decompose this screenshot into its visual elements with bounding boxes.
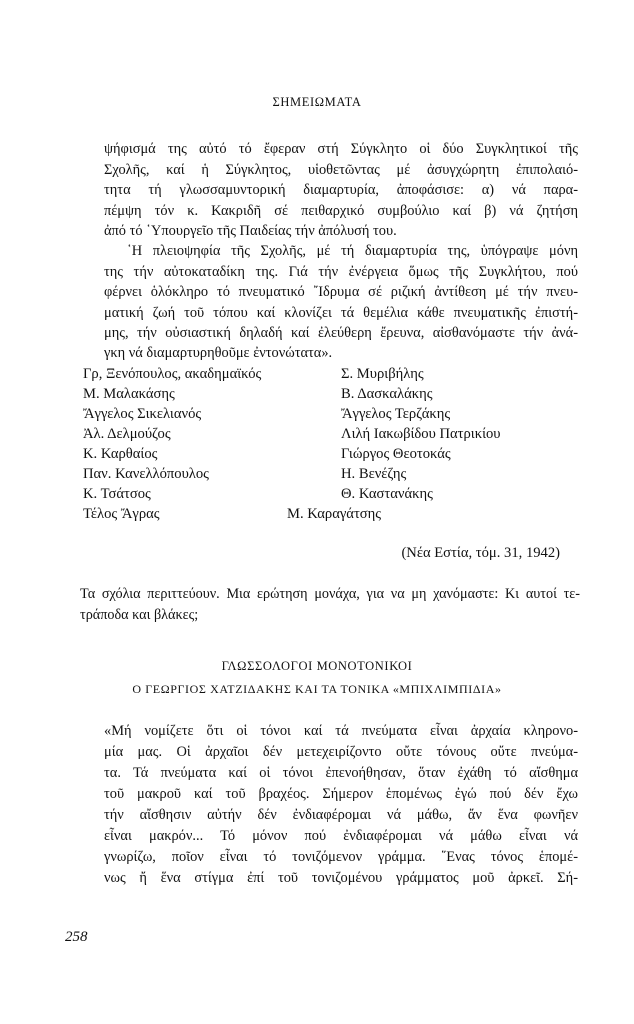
section-title: ΓΛΩΣΣΟΛΟΓΟΙ ΜΟΝΟΤΟΝΙΚΟΙ bbox=[221, 659, 413, 673]
text-line: της τήν αὐτοκαταδίκη της. Γιά τήν ἐνέργεια ὅμως τῆς Συγκλήτου, πού bbox=[104, 264, 578, 280]
signatory: Μ. Καραγάτσης bbox=[287, 506, 382, 522]
text-line: νως ἤ ἕνα στίγμα ἐπί τοῦ τονιζομένου γράμματος μοῦ ἀρκεῖ. Σή- bbox=[104, 870, 578, 886]
signatory: Ἀλ. Δελμούζος bbox=[83, 426, 171, 442]
text-line: τράποδα και βλάκες; bbox=[80, 607, 199, 623]
text-line: Σχολῆς, καί ἡ Σύγκλητος, υἱοθετῶντας μέ ἀσυγχώρητη ἐπιπολαιό- bbox=[104, 162, 578, 178]
signatory: Ἄγγελος Σικελιανός bbox=[83, 406, 202, 422]
signatory: Παν. Κανελλόπουλος bbox=[83, 466, 209, 482]
text-line: ἀπό τό ῾Υπουργεῖο τῆς Παιδείας τήν ἀπόλυσή του. bbox=[104, 223, 397, 239]
signatory: Μ. Μαλακάσης bbox=[83, 386, 175, 402]
text-line: μία μας. Οἱ ἀρχαῖοι δέν μετεχειρίζοντο οὔτε τόνους οὔτε πνεύμα- bbox=[104, 744, 578, 760]
text-line: γνωρίζω, ποῖον εἶναι τό τονιζόμενον γράμμα. ῞Ενας τόνος ἑπομέ- bbox=[104, 849, 578, 865]
signatory: Σ. Μυριβήλης bbox=[341, 366, 424, 382]
text-line: φέρνει ὁλόκληρο τό πνευματικό ῎Ιδρυμα σέ ριζική ἀντίθεση μέ τήν πνευ- bbox=[104, 284, 578, 300]
text-line: ῾Η πλειοψηφία τῆς Σχολῆς, μέ τή διαμαρτυρία της, ὑπόγραψε μόνη bbox=[127, 243, 578, 259]
signatory: Ἄγγελος Τερζάκης bbox=[341, 406, 451, 422]
text-line: πέμψη τόν κ. Κακριδῆ σέ πειθαρχικό συμβούλιο καί β) νά ζητήση bbox=[104, 203, 578, 219]
text-line: μης, τήν οὐσιαστική δηλαδή καί ἐλεύθερη ἔρευνα, αἰσθανόμαστε τήν ἀνά- bbox=[104, 325, 578, 341]
page-number: 258 bbox=[65, 929, 88, 945]
signatory: Θ. Καστανάκης bbox=[341, 486, 433, 502]
signatory: Β. Δασκαλάκης bbox=[341, 386, 433, 402]
text-line: τοῦ μακροῦ καί τοῦ βραχέος. Σήμερον ἑπομένως ἐγώ πού δέν ἔχω bbox=[104, 786, 578, 802]
signatory: Η. Βενέζης bbox=[341, 466, 407, 482]
citation: (Νέα Εστία, τόμ. 31, 1942) bbox=[401, 545, 560, 561]
text-line: εἶναι μακρόν... Τό μόνον πού ἐνδιαφέρομαι νά μάθω εἶναι νά bbox=[104, 828, 578, 844]
section-subtitle: Ο ΓΕΩΡΓΙΟΣ ΧΑΤΖΙΔΑΚΗΣ ΚΑΙ ΤΑ ΤΟΝΙΚΑ «ΜΠΙΧΛΙΜΠΙΔΙΑ» bbox=[132, 682, 502, 696]
signatory: Κ. Τσάτσος bbox=[83, 486, 151, 502]
text-line: τα. Τά πνεύματα καί οἱ τόνοι ἐπενοήθησαν, ὅταν ἐχάθη τό αἴσθημα bbox=[104, 765, 578, 781]
text-line: Τα σχόλια περιττεύουν. Μια ερώτηση μονάχα, για να μη χανόμαστε: Κι αυτοί τε- bbox=[80, 586, 580, 602]
signatory: Τέλος Ἄγρας bbox=[83, 506, 160, 522]
running-header: ΣΗΜΕΙΩΜΑΤΑ bbox=[272, 95, 362, 109]
signatory: Κ. Καρθαίος bbox=[83, 446, 158, 462]
text-line: γκη νά διαμαρτυρηθοῦμε ἐντονώτατα». bbox=[104, 345, 333, 361]
text-line: ματική ζωή τοῦ τόπου καί κλονίζει τά θεμέλια κάθε πνευματικῆς ἐπιστή- bbox=[104, 305, 578, 321]
text-line: τητα τή γλωσσαμυντορική διαμαρτυρία, ἀποφάσισε: α) νά παρα- bbox=[104, 182, 578, 198]
signatory: Λιλή Ιακωβίδου Πατρικίου bbox=[341, 426, 501, 442]
text-line: «Μή νομίζετε ὅτι οἱ τόνοι καί τά πνεύματα εἶναι ἀρχαία κληρονο- bbox=[104, 723, 578, 739]
signatory: Γιώργος Θεοτοκάς bbox=[341, 446, 451, 462]
text-line: τήν αἴσθησιν αὐτήν δέν ἐνδιαφέρομαι νά μάθω, ἄν ἕνα φωνῆεν bbox=[104, 807, 578, 823]
text-line: ψήφισμά της αὐτό τό ἔφεραν στή Σύγκλητο οἱ δύο Συγκλητικοί τῆς bbox=[104, 141, 578, 157]
signatory: Γρ, Ξενόπουλος, ακαδημαϊκός bbox=[83, 366, 262, 382]
